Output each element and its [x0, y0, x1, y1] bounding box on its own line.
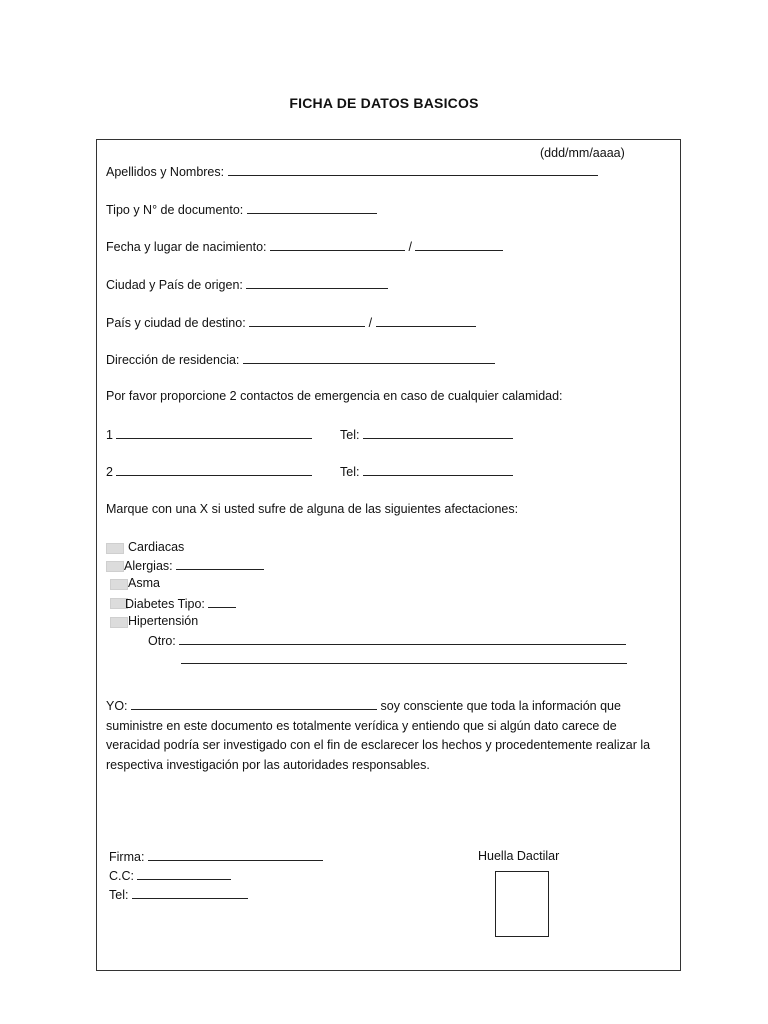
- conditions-prompt: Marque con una X si usted sufre de alguna de las siguientes afectaciones:: [106, 502, 519, 516]
- checkbox-cardiacas[interactable]: [106, 543, 124, 554]
- signature-firma-label: Firma:: [109, 850, 145, 864]
- emergency-contact-1: [106, 427, 312, 442]
- checkbox-alergias[interactable]: [106, 561, 124, 572]
- checkbox-asma[interactable]: [110, 579, 128, 590]
- emergency-contact-1-num: 1: [106, 428, 113, 442]
- field-nombres-line[interactable]: [228, 164, 598, 176]
- form-title: FICHA DE DATOS BASICOS: [289, 95, 479, 111]
- field-destino-pais-line[interactable]: [249, 315, 365, 327]
- field-nacimiento: [106, 239, 503, 254]
- label-otro: Otro:: [148, 634, 176, 648]
- declaration-text: soy consciente que toda la información que suministre en este documento es totalmente verídica y entiendo que si algún dato carece de veracidad podría ser investigado con el fin de esclarecer los hechos y procedentemente realizar la respectiva investigación por las autoridades responsables.: [106, 699, 651, 772]
- field-destino: [106, 315, 476, 330]
- field-otro: [148, 633, 626, 648]
- label-diabetes: Diabetes Tipo:: [125, 597, 205, 611]
- field-origen: [106, 277, 388, 292]
- signature-tel: [109, 887, 248, 902]
- field-origen-line[interactable]: [246, 277, 388, 289]
- emergency-contact-1-line[interactable]: [116, 427, 312, 439]
- emergency-tel-1-line[interactable]: [363, 427, 513, 439]
- declaration-name-line[interactable]: [131, 698, 377, 710]
- field-destino-ciudad-line[interactable]: [376, 315, 476, 327]
- field-nacimiento-sep: /: [408, 240, 412, 254]
- signature-cc: [109, 868, 231, 883]
- emergency-tel-2-line[interactable]: [363, 464, 513, 476]
- signature-cc-label: C.C:: [109, 869, 134, 883]
- label-alergias: Alergias:: [124, 559, 173, 573]
- date-format-hint: (ddd/mm/aaaa): [540, 146, 625, 160]
- emergency-tel-1-label: Tel:: [340, 428, 360, 442]
- emergency-contact-2-line[interactable]: [116, 464, 312, 476]
- field-destino-label: País y ciudad de destino:: [106, 316, 246, 330]
- declaration-yo-label: YO:: [106, 699, 128, 713]
- field-diabetes-line[interactable]: [208, 596, 236, 608]
- field-direccion-line[interactable]: [243, 352, 495, 364]
- emergency-contact-2: [106, 464, 312, 479]
- label-cardiacas: Cardiacas: [128, 540, 185, 554]
- field-nacimiento-lugar-line[interactable]: [415, 239, 503, 251]
- field-otro-continuation: [181, 652, 627, 667]
- label-hipertension: Hipertensión: [128, 614, 199, 628]
- fingerprint-label: Huella Dactilar: [478, 849, 560, 863]
- emergency-tel-2: [340, 464, 513, 479]
- field-otro-line-2[interactable]: [181, 652, 627, 664]
- fingerprint-box[interactable]: [495, 871, 549, 937]
- emergency-prompt: Por favor proporcione 2 contactos de emergencia en caso de cualquier calamidad:: [106, 389, 563, 403]
- signature-cc-line[interactable]: [137, 868, 231, 880]
- field-nacimiento-fecha-line[interactable]: [270, 239, 405, 251]
- emergency-tel-2-label: Tel:: [340, 465, 360, 479]
- field-alergias: [124, 558, 264, 573]
- field-direccion-label: Dirección de residencia:: [106, 353, 240, 367]
- field-nombres: [106, 164, 598, 179]
- field-nombres-label: Apellidos y Nombres:: [106, 165, 225, 179]
- field-nacimiento-label: Fecha y lugar de nacimiento:: [106, 240, 267, 254]
- declaration-paragraph: [106, 697, 662, 775]
- field-documento: [106, 202, 377, 217]
- form-frame: [96, 139, 681, 971]
- field-otro-line-1[interactable]: [179, 633, 626, 645]
- field-destino-sep: /: [368, 316, 373, 330]
- field-direccion: [106, 352, 495, 367]
- field-diabetes: [125, 596, 236, 611]
- field-alergias-line[interactable]: [176, 558, 264, 570]
- signature-tel-label: Tel:: [109, 888, 129, 902]
- checkbox-hipertension[interactable]: [110, 617, 128, 628]
- field-documento-label: Tipo y N° de documento:: [106, 203, 244, 217]
- label-asma: Asma: [128, 576, 160, 590]
- field-origen-label: Ciudad y País de origen:: [106, 278, 243, 292]
- field-documento-line[interactable]: [247, 202, 377, 214]
- emergency-contact-2-num: 2: [106, 465, 113, 479]
- signature-firma: [109, 849, 323, 864]
- emergency-tel-1: [340, 427, 513, 442]
- signature-tel-line[interactable]: [132, 887, 248, 899]
- signature-firma-line[interactable]: [148, 849, 323, 861]
